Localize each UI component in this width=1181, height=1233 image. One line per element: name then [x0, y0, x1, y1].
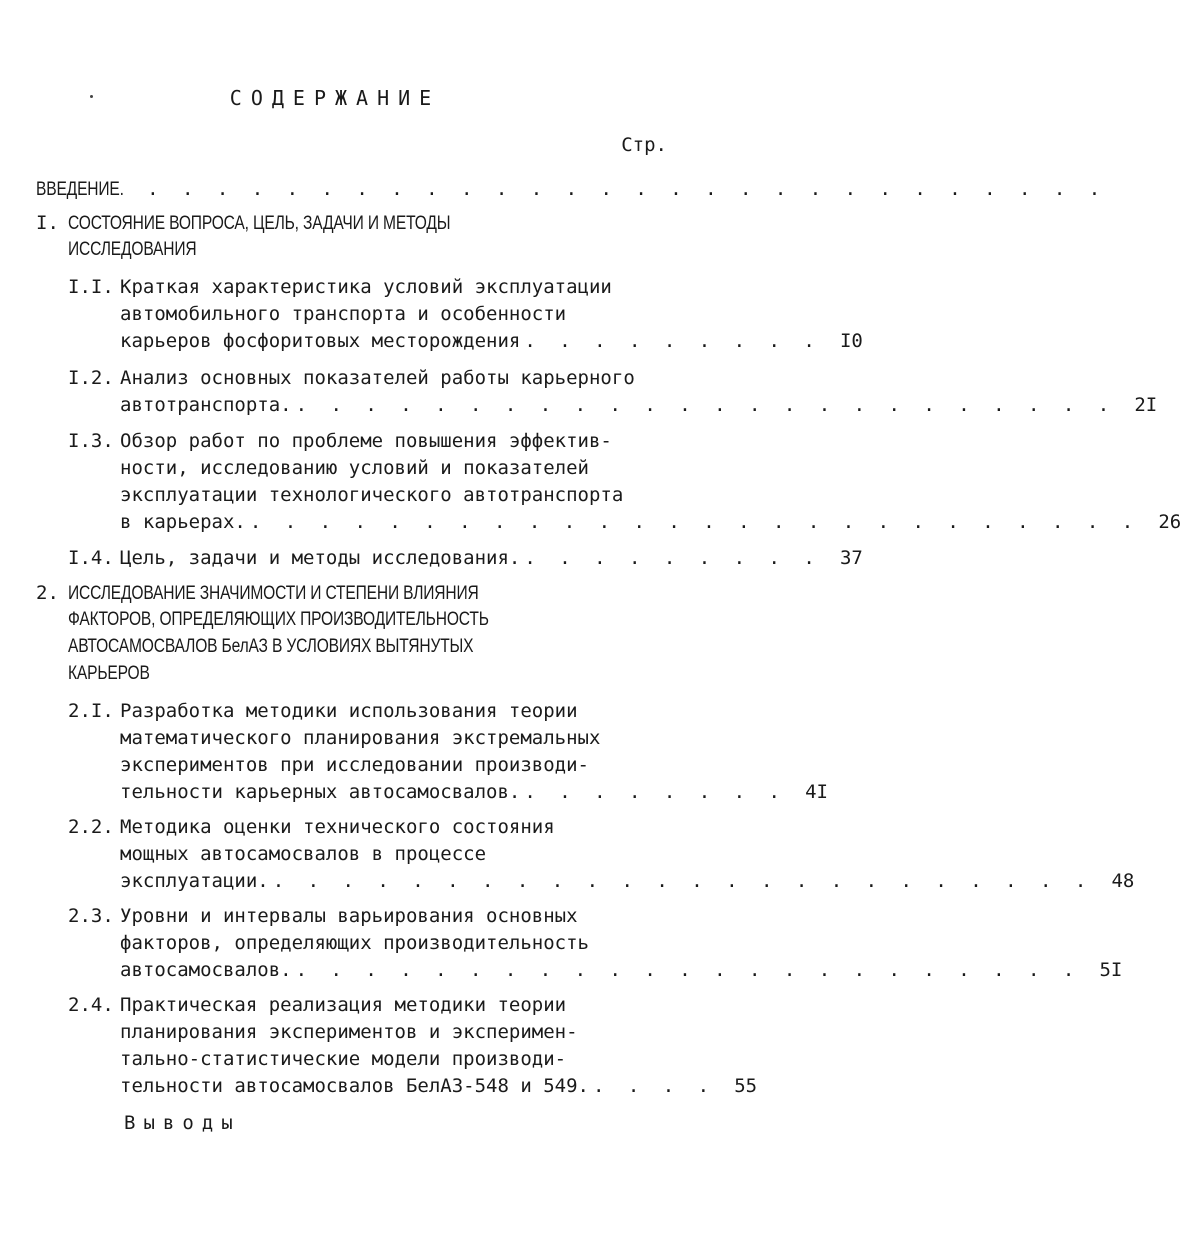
- chapter-title-line: ИССЛЕДОВАНИЕ ЗНАЧИМОСТИ И СТЕПЕНИ ВЛИЯНИЯ: [68, 583, 479, 604]
- section-number: I.2.: [68, 367, 114, 389]
- toc-entry-intro[interactable]: [36, 178, 1107, 205]
- toc-section-1-1[interactable]: [36, 276, 863, 357]
- toc-chapter-2[interactable]: [36, 582, 676, 690]
- section-title-line: Уровни и интервалы варьирования основных: [120, 905, 578, 927]
- page-column-label: Стр.: [621, 134, 667, 156]
- section-title-line: тельности автосамосвалов БелАЗ-548 и 549.: [120, 1075, 589, 1097]
- leader-dots: . . . . . . . . . . . . . . . . . . . . . . . .: [295, 394, 1116, 416]
- chapter-number: 2.: [36, 582, 59, 604]
- chapter-title-line: ФАКТОРОВ, ОПРЕДЕЛЯЮЩИХ ПРОИЗВОДИТЕЛЬНОСТЬ: [68, 609, 489, 630]
- section-title-line: Цель, задачи и методы исследования.: [120, 547, 521, 569]
- section-number: 2.I.: [68, 700, 114, 722]
- leader-dots: . . . . . . . . . . . . . . . . . . . . . . . . . .: [249, 511, 1140, 533]
- leader-dots: . . . . . . . . . . . . . . . . . . . . . . . . . . . .: [147, 178, 1107, 200]
- section-page: 26: [1158, 511, 1181, 533]
- section-title-line: в карьерах.: [120, 511, 246, 533]
- section-title-line: автомобильного транспорта и особенности: [120, 303, 567, 325]
- chapter-title-line: ИССЛЕДОВАНИЯ: [68, 239, 197, 260]
- leader-dots: . . . .: [593, 1075, 716, 1097]
- toc-section-2-4[interactable]: [36, 994, 758, 1102]
- intro-label: ВВЕДЕНИЕ.: [36, 179, 124, 200]
- leader-dots: . . . . . . . . . . . . . . . . . . . . . . . .: [272, 870, 1093, 892]
- leader-dots: . . . . . . . . .: [524, 330, 821, 352]
- toc-section-2-3[interactable]: [36, 905, 1123, 986]
- section-title-line: Краткая характеристика условий эксплуатации: [120, 276, 612, 298]
- toc-section-2-2[interactable]: [36, 816, 1135, 897]
- section-page: I0: [839, 330, 863, 352]
- section-title-line: Обзор работ по проблеме повышения эффектив-: [120, 430, 612, 452]
- chapter-number: I.: [36, 212, 59, 234]
- section-page: 48: [1111, 870, 1135, 892]
- leader-dots: . . . . . . . .: [524, 781, 786, 803]
- section-number: I.3.: [68, 430, 114, 452]
- section-title-line: ности, исследованию условий и показателей: [120, 457, 589, 479]
- section-page: 55: [734, 1075, 758, 1097]
- section-title-line: Анализ основных показателей работы карьерного: [120, 367, 635, 389]
- conclusions-heading[interactable]: Выводы: [124, 1112, 241, 1134]
- section-title-line: тельности карьерных автосамосвалов.: [120, 781, 521, 803]
- section-title-line: экспериментов при исследовании производи-: [120, 754, 589, 776]
- section-title-line: эксплуатации.: [120, 870, 269, 892]
- section-number: 2.4.: [68, 994, 114, 1016]
- toc-section-1-2[interactable]: [36, 367, 1158, 421]
- section-page: 2I: [1134, 394, 1158, 416]
- section-title-line: Практическая реализация методики теории: [120, 994, 567, 1016]
- section-page: 4I: [805, 781, 828, 803]
- toc-section-1-4[interactable]: [36, 547, 863, 574]
- chapter-title-line: АВТОСАМОСВАЛОВ БелАЗ В УСЛОВИЯХ ВЫТЯНУТЫХ: [68, 636, 474, 657]
- page-title: СОДЕРЖАНИЕ: [229, 86, 441, 110]
- section-title-line: тально-статистические модели производи-: [120, 1048, 567, 1070]
- section-title-line: автотранспорта.: [120, 394, 292, 416]
- section-number: I.4.: [68, 547, 114, 569]
- section-title-line: карьеров фосфоритовых месторождения: [120, 330, 521, 352]
- leader-dots: . . . . . . . . . . . . . . . . . . . . . . .: [295, 959, 1081, 981]
- section-title-line: планирования экспериментов и эксперимен-: [120, 1021, 578, 1043]
- toc-section-1-3[interactable]: [36, 430, 1181, 538]
- section-title-line: факторов, определяющих производительность: [120, 932, 589, 954]
- section-title-line: математического планирования экстремальных: [120, 727, 601, 749]
- chapter-title-line: КАРЬЕРОВ: [68, 663, 150, 684]
- section-page: 5I: [1099, 959, 1123, 981]
- section-number: I.I.: [68, 276, 114, 298]
- section-page: 37: [839, 547, 863, 569]
- section-title-line: мощных автосамосвалов в процессе: [120, 843, 487, 865]
- leader-dots: . . . . . . . . .: [524, 547, 821, 569]
- section-title-line: эксплуатации технологического автотранспорта: [120, 484, 624, 506]
- section-title-line: Разработка методики использования теории: [120, 700, 578, 722]
- section-title-line: Методика оценки технического состояния: [120, 816, 555, 838]
- chapter-title-line: СОСТОЯНИЕ ВОПРОСА, ЦЕЛЬ, ЗАДАЧИ И МЕТОДЫ: [68, 213, 451, 234]
- section-number: 2.2.: [68, 816, 114, 838]
- toc-section-2-1[interactable]: [36, 700, 828, 808]
- section-title-line: автосамосвалов.: [120, 959, 292, 981]
- section-number: 2.3.: [68, 905, 114, 927]
- toc-chapter-1[interactable]: [36, 212, 676, 266]
